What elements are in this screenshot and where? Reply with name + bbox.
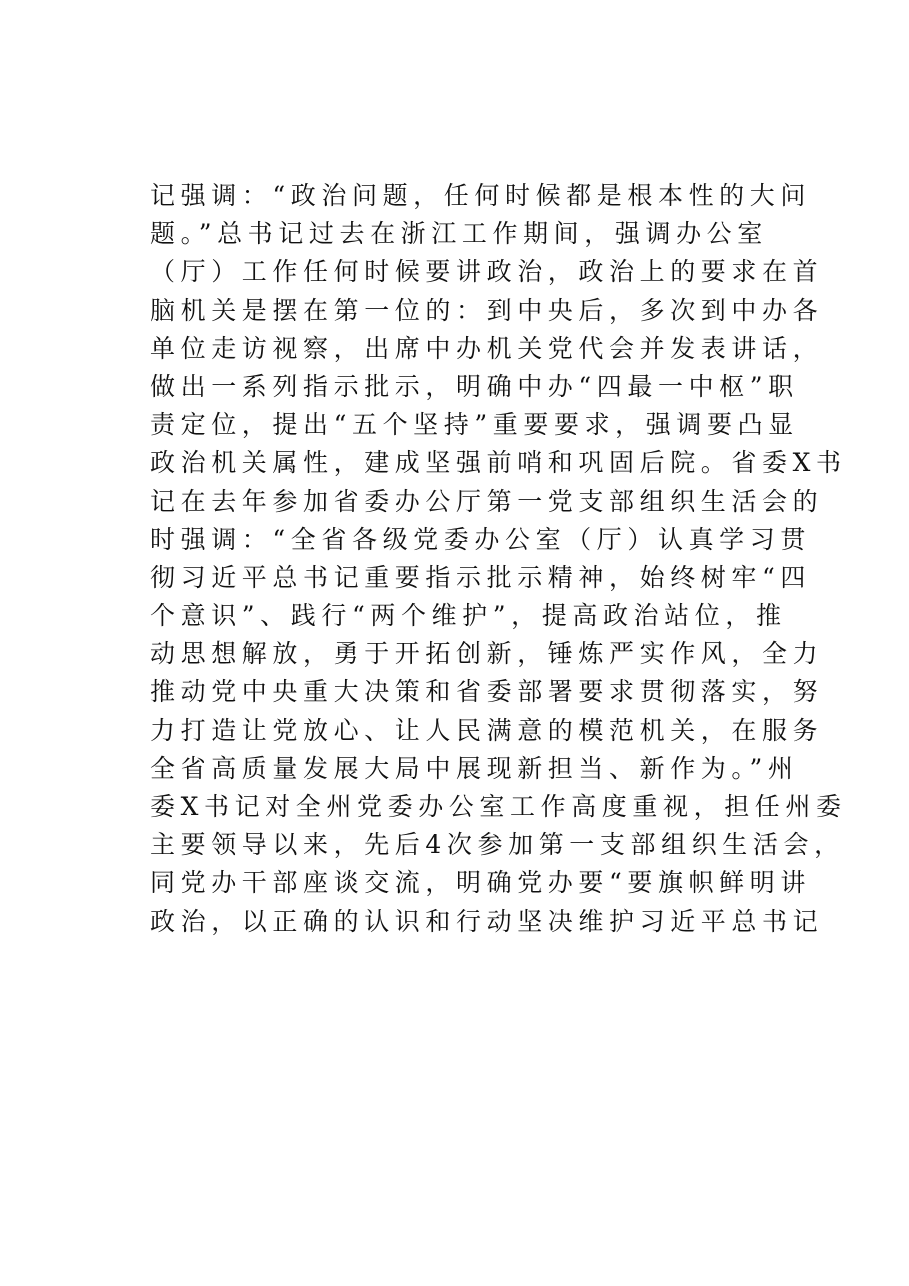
text-line: 题。”总书记过去在浙江工作期间，强调办公室 — [150, 219, 768, 249]
body-text — [150, 177, 847, 941]
text-line: 做出一系列指示批示，明确中办“四最一中枢”职 — [150, 371, 799, 401]
text-line: 力打造让党放心、让人民满意的模范机关，在服务 — [150, 715, 824, 745]
text-line: 全省高质量发展大局中展现新担当、新作为。”州 — [150, 753, 799, 783]
text-line: 个意识”、践行“两个维护”，提高政治站位，推 — [150, 601, 787, 631]
text-line: 记强调：“政治问题，任何时候都是根本性的大问 — [150, 181, 811, 210]
text-line: （厅）工作任何时候要讲政治，政治上的要求在首 — [150, 257, 824, 287]
text-line: 动思想解放，勇于开拓创新，锤炼严实作风，全力 — [150, 639, 824, 669]
text-line: 政治机关属性，建成坚强前哨和巩固后院。省委X书 — [150, 448, 847, 478]
text-line: 主要领导以来，先后4次参加第一支部组织生活会， — [150, 830, 845, 860]
text-line: 记在去年参加省委办公厅第一党支部组织生活会的 — [150, 486, 824, 516]
text-line: 时强调：“全省各级党委办公室（厅）认真学习贯 — [150, 524, 811, 554]
text-line: 同党办干部座谈交流，明确党办要“要旗帜鲜明讲 — [150, 868, 811, 898]
text-line: 彻习近平总书记重要指示批示精神，始终树牢“四 — [150, 562, 811, 592]
text-line: 委X书记对全州党委办公室工作高度重视，担任州委 — [150, 792, 847, 821]
text-line: 政治，以正确的认识和行动坚决维护习近平总书记 — [150, 906, 824, 936]
text-line: 单位走访视察，出席中办机关党代会并发表讲话， — [150, 333, 824, 363]
text-line: 推动党中央重大决策和省委部署要求贯彻落实，努 — [150, 677, 824, 707]
text-line: 责定位，提出“五个坚持”重要要求，强调要凸显 — [150, 410, 799, 440]
text-line: 脑机关是摆在第一位的：到中央后，多次到中办各 — [150, 295, 824, 325]
